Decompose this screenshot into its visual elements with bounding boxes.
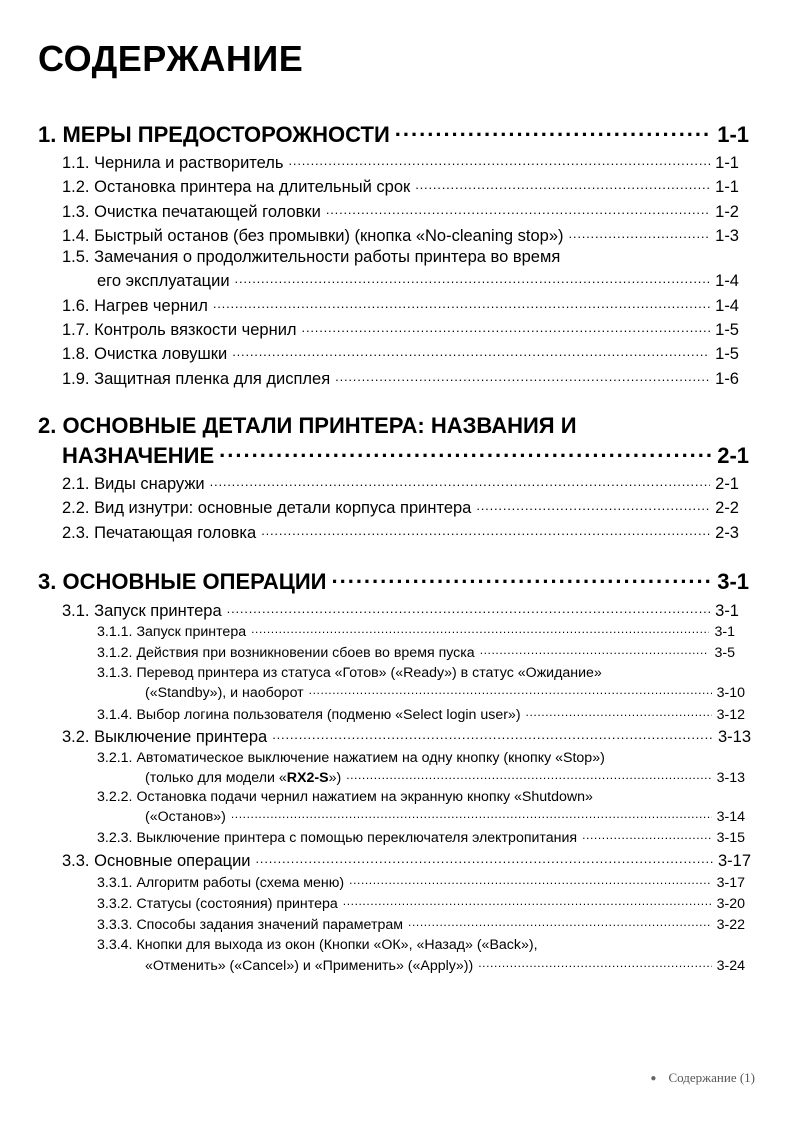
toc-page: 1-5	[715, 344, 739, 363]
toc-label: 1.6. Нагрев чернил	[62, 296, 208, 315]
dot-leader	[261, 521, 710, 538]
toc-section-3-2[interactable]	[62, 725, 751, 747]
dot-leader	[349, 873, 711, 887]
model-name: RX2-S	[286, 770, 329, 787]
toc-page: 3-13	[717, 727, 751, 746]
dot-leader	[272, 725, 713, 742]
toc-page: 3-13	[716, 770, 745, 787]
toc-page: 1-6	[715, 369, 739, 388]
toc-label: 3.3. Основные операции	[62, 851, 251, 870]
toc-page: 3-12	[716, 707, 745, 724]
toc-label: 1.1. Чернила и растворитель	[62, 153, 284, 172]
dot-leader	[335, 367, 710, 384]
toc-subsection-3-3-1[interactable]	[97, 873, 745, 891]
toc-label-pre: (только для модели «	[145, 770, 287, 787]
dot-leader	[569, 224, 711, 241]
toc-section-1-1[interactable]	[62, 151, 739, 173]
toc-label: 3.3.1. Алгоритм работы (схема меню)	[97, 875, 345, 892]
dot-leader	[231, 807, 712, 821]
dot-leader	[480, 643, 710, 657]
toc-section-1-4[interactable]	[62, 224, 739, 246]
toc-page: 2-3	[715, 523, 739, 542]
toc-section-2-2[interactable]	[62, 496, 739, 518]
toc-page: 1-1	[715, 177, 739, 196]
toc-label: 3.2.3. Выключение принтера с помощью переключателя электропитания	[97, 830, 578, 847]
toc-label: НАЗНАЧЕНИЕ	[62, 443, 215, 468]
toc-section-1-3[interactable]	[62, 200, 739, 222]
dot-leader	[415, 175, 710, 192]
toc-label: его эксплуатации	[97, 271, 230, 290]
toc-page: 1-4	[715, 271, 739, 290]
dot-leader	[343, 894, 712, 908]
toc-chapter-1[interactable]	[38, 120, 749, 148]
dot-leader	[289, 151, 711, 168]
dot-leader	[235, 269, 711, 286]
toc-label: 3.1. Запуск принтера	[62, 601, 222, 620]
page-title: СОДЕРЖАНИЕ	[38, 38, 304, 79]
toc-label: «Отменить» («Cancel») и «Применить» («Apply»))	[145, 958, 474, 975]
toc-page: 1-4	[715, 296, 739, 315]
dot-leader	[582, 828, 711, 842]
toc-page: 1-1	[715, 153, 739, 172]
toc-label: 3.3.2. Статусы (состояния) принтера	[97, 896, 338, 913]
toc-subsection-3-1-4[interactable]	[97, 705, 745, 723]
toc-label-post: »)	[328, 770, 342, 787]
toc-label: 3.1.1. Запуск принтера	[97, 624, 247, 641]
toc-page: 3-15	[716, 830, 745, 847]
dot-leader	[309, 683, 712, 697]
toc-subsection-3-2-3[interactable]	[97, 828, 745, 846]
dot-leader	[213, 294, 710, 311]
dot-leader	[326, 200, 710, 217]
dot-leader	[395, 120, 712, 142]
toc-page: 3-17	[716, 875, 745, 892]
toc-section-1-7[interactable]	[62, 318, 739, 340]
dot-leader	[302, 318, 711, 335]
toc-label: 3. ОСНОВНЫЕ ОПЕРАЦИИ	[38, 569, 327, 594]
dot-leader	[210, 472, 711, 489]
toc-page: 3-14	[716, 809, 745, 826]
toc-label: 1.7. Контроль вязкости чернил	[62, 320, 297, 339]
toc-label: 1. МЕРЫ ПРЕДОСТОРОЖНОСТИ	[38, 122, 390, 147]
toc-page: 3-20	[716, 896, 745, 913]
dot-leader	[346, 768, 711, 782]
dot-leader	[331, 567, 712, 589]
toc-label: 1.3. Очистка печатающей головки	[62, 202, 321, 221]
toc-label: 3.1.4. Выбор логина пользователя (подменю «Select login user»)	[97, 707, 521, 724]
toc-subsection-3-1-1[interactable]	[97, 622, 735, 640]
toc-section-1-5-line1[interactable]: 1.5. Замечания о продолжительности работы принтера во время	[62, 248, 561, 266]
toc-subsection-3-1-3[interactable]	[145, 683, 745, 701]
dot-leader	[476, 496, 710, 513]
toc-page: 2-1	[715, 474, 739, 493]
page-footer	[650, 1070, 755, 1086]
toc-label: («Останов»)	[145, 809, 226, 826]
toc-section-2-1[interactable]	[62, 472, 739, 494]
dot-leader	[408, 915, 712, 929]
toc-page: 3-17	[717, 851, 751, 870]
toc-label: 1.4. Быстрый останов (без промывки) (кнопка «No-cleaning stop»)	[62, 226, 564, 245]
toc-subsection-3-3-2[interactable]	[97, 894, 745, 912]
toc-label: 1.9. Защитная пленка для дисплея	[62, 369, 331, 388]
toc-section-1-2[interactable]	[62, 175, 739, 197]
toc-page: 3-22	[716, 917, 745, 934]
toc-chapter-2[interactable]	[62, 441, 749, 469]
toc-page: 1-1	[717, 122, 749, 147]
toc-label: 1.8. Очистка ловушки	[62, 344, 228, 363]
toc-page: 2-1	[717, 443, 749, 468]
dot-leader	[526, 705, 712, 719]
toc-label: 2.1. Виды снаружи	[62, 474, 205, 493]
toc-subsection-3-3-3[interactable]	[97, 915, 745, 933]
toc-page: 1-2	[715, 202, 739, 221]
bullet-icon: ●	[650, 1072, 657, 1084]
toc-subsection-3-2-1[interactable]	[145, 768, 745, 786]
toc-subsection-3-3-4[interactable]	[145, 956, 745, 974]
toc-subsection-3-2-2-line1[interactable]: 3.2.2. Остановка подачи чернил нажатием на экранную кнопку «Shutdown»	[97, 789, 593, 805]
footer-text: Содержание (1)	[668, 1070, 755, 1085]
dot-leader	[227, 599, 710, 616]
toc-page: 2-2	[715, 498, 739, 517]
toc-subsection-3-1-2[interactable]	[97, 643, 735, 661]
toc-section-1-6[interactable]	[62, 294, 739, 316]
toc-label: 2.3. Печатающая головка	[62, 523, 257, 542]
toc-label: 2.2. Вид изнутри: основные детали корпуса принтера	[62, 498, 472, 517]
dot-leader	[256, 849, 713, 866]
toc-section-1-5[interactable]	[97, 269, 739, 291]
toc-page: 3-24	[716, 958, 745, 975]
toc-subsection-3-3-4-line1[interactable]: 3.3.4. Кнопки для выхода из окон (Кнопки «ОК», «Назад» («Back»),	[97, 937, 538, 953]
dot-leader	[478, 956, 711, 970]
toc-label	[145, 770, 341, 786]
toc-section-3-3[interactable]	[62, 849, 751, 871]
toc-section-2-3[interactable]	[62, 521, 739, 543]
toc-section-1-9[interactable]	[62, 367, 739, 389]
toc-section-1-8[interactable]	[62, 342, 739, 364]
toc-chapter-3[interactable]	[38, 567, 749, 595]
dot-leader	[251, 622, 709, 636]
toc-label: 3.1.2. Действия при возникновении сбоев во время пуска	[97, 645, 475, 662]
toc-label: 3.3.3. Способы задания значений параметрам	[97, 917, 404, 934]
toc-label: 1.2. Остановка принтера на длительный срок	[62, 177, 411, 196]
toc-chapter-2-line1[interactable]: 2. ОСНОВНЫЕ ДЕТАЛИ ПРИНТЕРА: НАЗВАНИЯ И	[38, 413, 577, 438]
toc-page: 3-10	[716, 685, 745, 702]
toc-section-3-1[interactable]	[62, 599, 739, 621]
toc-subsection-3-2-2[interactable]	[145, 807, 745, 825]
toc-page: 3-5	[714, 645, 735, 662]
toc-page: 3-1	[715, 601, 739, 620]
dot-leader	[219, 441, 712, 463]
toc-page: 1-3	[715, 226, 739, 245]
toc-page: 1-5	[715, 320, 739, 339]
toc-label: («Standby»), и наоборот	[145, 685, 304, 702]
toc-page: 3-1	[714, 624, 735, 641]
dot-leader	[232, 342, 710, 359]
toc-subsection-3-2-1-line1[interactable]: 3.2.1. Автоматическое выключение нажатием на одну кнопку (кнопку «Stop»)	[97, 750, 605, 766]
toc-subsection-3-1-3-line1[interactable]: 3.1.3. Перевод принтера из статуса «Готов» («Ready») в статус «Ожидание»	[97, 665, 602, 681]
toc-page: 3-1	[717, 569, 749, 594]
toc-label: 3.2. Выключение принтера	[62, 727, 268, 746]
